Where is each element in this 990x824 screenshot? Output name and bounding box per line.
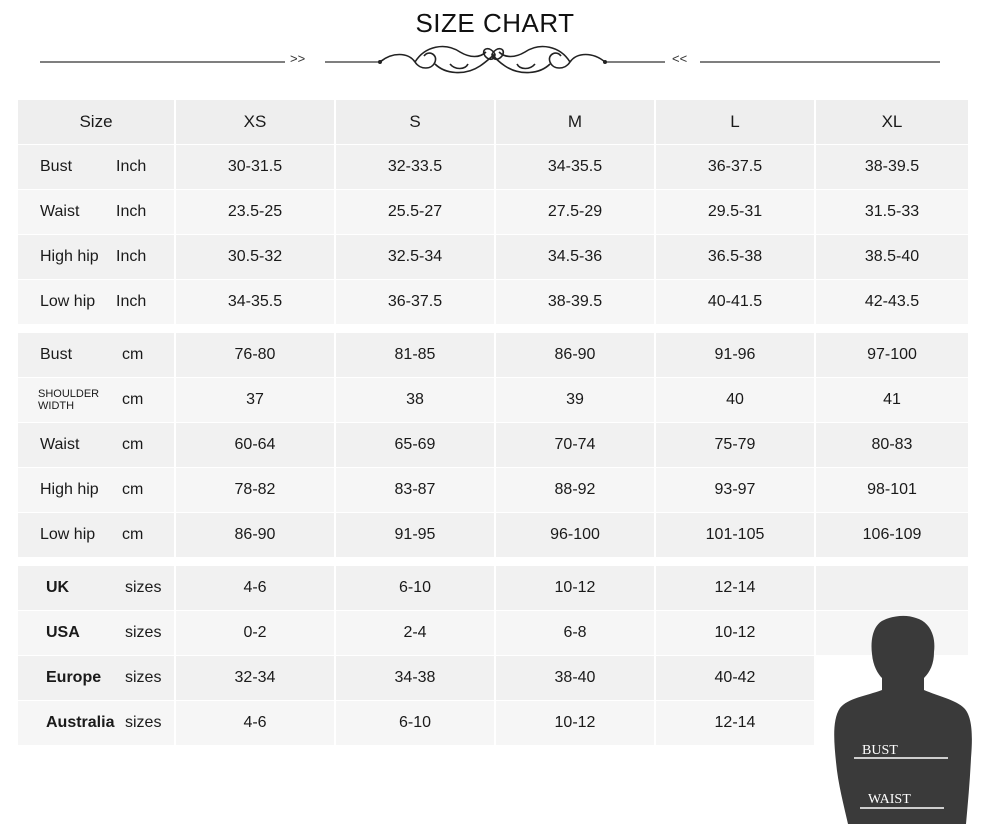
row-label [18, 513, 176, 558]
table-cell [816, 566, 970, 611]
table-cell: 40-41.5 [656, 280, 816, 325]
table-cell: 30.5-32 [176, 235, 336, 280]
table-cell: 2-4 [336, 611, 496, 656]
table-cell: 10-12 [496, 701, 656, 746]
table-row [18, 423, 970, 468]
table-cell: 93-97 [656, 468, 816, 513]
measure-name: Low hip [40, 293, 96, 310]
table-cell: 40-42 [656, 656, 816, 701]
row-label [18, 701, 176, 746]
section-gap [18, 558, 970, 566]
table-cell: 38 [336, 378, 496, 423]
table-cell: 27.5-29 [496, 190, 656, 235]
table-cell: 0-2 [176, 611, 336, 656]
table-cell: 32.5-34 [336, 235, 496, 280]
measure-unit: sizes [125, 624, 162, 641]
table-cell: 98-101 [816, 468, 970, 513]
region-name: USA [46, 624, 80, 641]
table-cell: 97-100 [816, 333, 970, 378]
table-cell: 12-14 [656, 701, 816, 746]
table-row [18, 190, 970, 235]
measure-unit: Inch [116, 203, 147, 220]
measure-unit: Inch [116, 248, 147, 265]
measure-unit: sizes [125, 714, 162, 731]
table-cell: 39 [496, 378, 656, 423]
table-cell: 38.5-40 [816, 235, 970, 280]
measure-name: SHOULDER WIDTH [38, 388, 100, 412]
table-cell: 41 [816, 378, 970, 423]
table-cell: 86-90 [496, 333, 656, 378]
table-row [18, 513, 970, 558]
table-row [18, 235, 970, 280]
header-size: Size [18, 100, 176, 145]
table-cell: 106-109 [816, 513, 970, 558]
table-cell: 32-34 [176, 656, 336, 701]
table-cell: 38-40 [496, 656, 656, 701]
gap-cell [18, 325, 970, 333]
measure-unit: sizes [125, 579, 162, 596]
row-label [18, 235, 176, 280]
table-cell: 36-37.5 [336, 280, 496, 325]
header-s: S [336, 100, 496, 145]
table-row [18, 468, 970, 513]
table-cell: 76-80 [176, 333, 336, 378]
measure-unit: cm [122, 346, 144, 363]
table-cell: 75-79 [656, 423, 816, 468]
measure-name: Waist [40, 203, 80, 220]
table-cell: 91-96 [656, 333, 816, 378]
measure-unit: cm [122, 526, 144, 543]
table-cell: 32-33.5 [336, 145, 496, 190]
table-cell: 83-87 [336, 468, 496, 513]
table-cell: 88-92 [496, 468, 656, 513]
table-cell: 34-35.5 [176, 280, 336, 325]
row-label [18, 280, 176, 325]
region-name: UK [46, 579, 70, 596]
measure-name: High hip [40, 481, 99, 498]
table-cell: 4-6 [176, 701, 336, 746]
table-row [18, 566, 970, 611]
table-cell: 23.5-25 [176, 190, 336, 235]
table-cell: 78-82 [176, 468, 336, 513]
table-cell: 10-12 [496, 566, 656, 611]
table-cell: 86-90 [176, 513, 336, 558]
arrows-right: << [672, 51, 688, 66]
table-cell: 6-10 [336, 701, 496, 746]
row-label [18, 190, 176, 235]
table-cell: 70-74 [496, 423, 656, 468]
row-label [18, 423, 176, 468]
header-xl: XL [816, 100, 970, 145]
bust-label: BUST [862, 743, 898, 758]
arrows-left: >> [290, 51, 306, 66]
table-cell: 30-31.5 [176, 145, 336, 190]
table-cell: 12-14 [656, 566, 816, 611]
table-cell: 80-83 [816, 423, 970, 468]
section-gap [18, 325, 970, 333]
table-cell: 10-12 [656, 611, 816, 656]
page-title: SIZE CHART [415, 8, 575, 38]
table-cell: 42-43.5 [816, 280, 970, 325]
table-cell: 4-6 [176, 566, 336, 611]
header-row [18, 100, 970, 145]
table-cell: 31.5-33 [816, 190, 970, 235]
table-cell: 37 [176, 378, 336, 423]
header-xs: XS [176, 100, 336, 145]
row-label [18, 333, 176, 378]
row-label [18, 145, 176, 190]
table-cell: 34-35.5 [496, 145, 656, 190]
measure-unit: Inch [116, 158, 147, 175]
waist-label: WAIST [868, 792, 911, 807]
measure-name: Waist [40, 436, 80, 453]
table-row [18, 145, 970, 190]
measure-name: Low hip [40, 526, 96, 543]
table-cell: 36.5-38 [656, 235, 816, 280]
row-label [18, 566, 176, 611]
measure-name: Bust [40, 346, 73, 363]
gap-cell [18, 558, 970, 566]
table-cell: 40 [656, 378, 816, 423]
table-cell: 38-39.5 [496, 280, 656, 325]
table-cell: 6-10 [336, 566, 496, 611]
table-row [18, 333, 970, 378]
measure-unit: Inch [116, 293, 147, 310]
region-name: Europe [46, 669, 102, 686]
measure-unit: cm [122, 391, 144, 408]
table-row [18, 378, 970, 423]
table-cell: 65-69 [336, 423, 496, 468]
row-label [18, 378, 176, 423]
row-label [18, 468, 176, 513]
measure-name: Bust [40, 158, 73, 175]
table-cell: 36-37.5 [656, 145, 816, 190]
measure-name: High hip [40, 248, 99, 265]
row-label [18, 656, 176, 701]
table-cell: 101-105 [656, 513, 816, 558]
decorative-divider [40, 42, 950, 82]
table-cell: 34-38 [336, 656, 496, 701]
table-cell: 60-64 [176, 423, 336, 468]
body-silhouette [826, 612, 976, 824]
table-cell: 81-85 [336, 333, 496, 378]
measure-unit: sizes [125, 669, 162, 686]
table-cell: 25.5-27 [336, 190, 496, 235]
header-l: L [656, 100, 816, 145]
table-cell: 96-100 [496, 513, 656, 558]
table-cell: 38-39.5 [816, 145, 970, 190]
row-label [18, 611, 176, 656]
header-m: M [496, 100, 656, 145]
table-cell: 29.5-31 [656, 190, 816, 235]
measure-unit: cm [122, 436, 144, 453]
region-name: Australia [46, 714, 115, 731]
table-cell: 91-95 [336, 513, 496, 558]
measure-unit: cm [122, 481, 144, 498]
table-row [18, 280, 970, 325]
table-cell: 6-8 [496, 611, 656, 656]
table-cell: 34.5-36 [496, 235, 656, 280]
